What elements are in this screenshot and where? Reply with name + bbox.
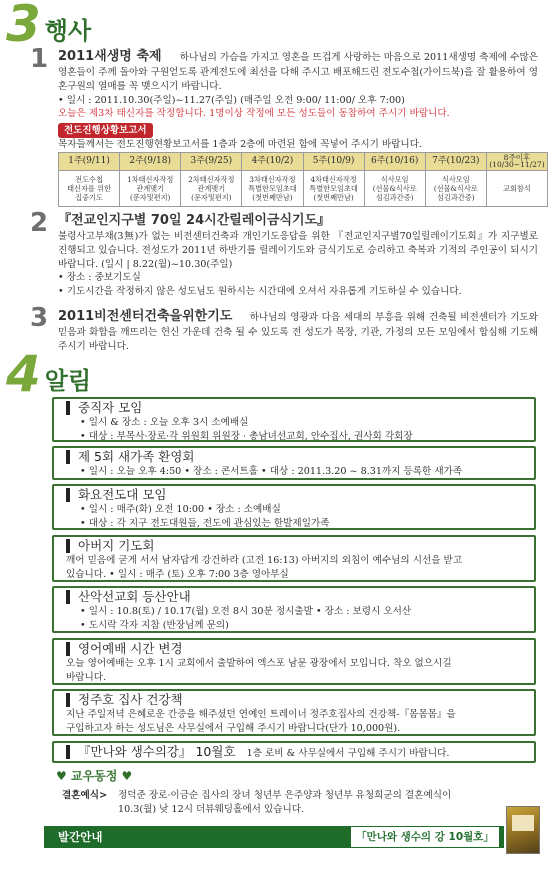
progress-week-header: 7주(10/23) (425, 152, 486, 170)
notice-line: 1층 로비 & 사무실에서 구입해 주시기 바랍니다. (246, 748, 450, 759)
notice-title: 산악선교회 등산안내 (66, 590, 526, 604)
notice-box-health-book (52, 689, 536, 736)
progress-week-task: 4차태신자작정 특별한모임초대 (첫번째만남) (303, 170, 364, 206)
wedding-text (118, 789, 518, 816)
notice-line: • 도시락 각자 지참 (반장님께 문의) (80, 619, 229, 631)
event-3 (58, 308, 538, 354)
progress-week-header: 2주(9/18) (120, 152, 181, 170)
section-events-title: 행사 (44, 17, 92, 45)
notice-title: 『만나와 생수의강』 10월호 (66, 745, 236, 759)
progress-table (58, 152, 548, 207)
notice-line: 있습니다. • 일시 : 매주 (토) 오후 7:00 3층 영아부실 (66, 568, 289, 580)
notice-title: 아버지 기도회 (66, 539, 526, 553)
progress-week-header: 3주(9/25) (181, 152, 242, 170)
footer-label: 발간안내 (58, 830, 103, 844)
notice-box-newcomers (52, 446, 536, 480)
notice-line: • 일시 & 장소 : 오늘 오후 3시 소예배실 (80, 417, 249, 428)
event-2-body: 불령사고부채(3無)가 없는 비전센터건축과 개인기도응답을 위한 『전교인지구별70일릴레이기도회』가 지구별로 진행되고 있습니다. 전성도가 2011년 하반기를 릴레이기도와 금식기도로 승리하고 축복과 기적의 주인공이 되시기 바랍니다. (일시 | 8.22(월)~10.30(주일) (58, 231, 538, 270)
event-1-body: 하나님의 가슴을 가지고 영혼을 뜨겁게 사랑하는 마음으로 2011새생명 축제에 수많은 영혼들이 주께 돌아와 구원얻도록 관계전도에 최선을 다해 주시고 배포해드린 전도수첩(가이드북)을 잘 활용하여 영혼구원의 열매를 꼭 맺으시기 바랍니다. (58, 52, 538, 93)
event-1-title: 2011새생명 축제 (58, 49, 162, 64)
notice-box-english-service (52, 638, 536, 685)
progress-week-task: 2차태신자작정 관계맺기 (문자및편지) (181, 170, 242, 206)
notice-line: • 대상 : 각 지구 전도대원들, 전도에 관심있는 한발제일가족 (80, 517, 330, 529)
notice-box-elders (52, 397, 536, 442)
event-1-notice: 오늘은 제3차 태신자를 작정합니다. 1명이상 작정에 모든 성도들이 동참하여 주시기 바랍니다. (58, 108, 450, 120)
progress-week-task: 1차태신자작정 관계맺기 (문자및편지) (120, 170, 181, 206)
notice-title: 화요전도대 모임 (66, 488, 526, 502)
progress-week-header: 5주(10/9) (303, 152, 364, 170)
progress-week-header: 6주(10/16) (364, 152, 425, 170)
progress-intro: 목자들께서는 전도진행현황보고서를 1층과 2층에 마련된 함에 꼭넣어 주시기 바랍니다. (58, 139, 423, 151)
notice-title: 정주호 집사 건강책 (66, 693, 526, 707)
event-1 (58, 48, 545, 207)
notice-box-hiking (52, 586, 536, 633)
progress-week-task: 식사모임 (선물&식사로 섬김과간증) (364, 170, 425, 206)
event-2-extra: • 기도시간을 작정하지 않은 성도님도 원하시는 시간대에 오셔서 자유롭게 기도하실 수 있습니다. (58, 285, 462, 297)
event-1-schedule: • 일시 : 2011.10.30(주일)~11.27(주일) (매주일 오전 9:00/ 11:00/ 오후 7:00) (58, 94, 405, 106)
wedding-line: 10.3(월) 낮 12시 더뷰웨딩홀에서 있습니다. (118, 803, 305, 815)
progress-week-task: 식사모임 (선물&식사로 섬김과간증) (425, 170, 486, 206)
notice-title: 영어예배 시간 변경 (66, 642, 526, 656)
notice-title: 중직자 모임 (66, 401, 526, 415)
wedding-label: 결혼예식> (62, 790, 108, 801)
progress-week-header: 4주(10/2) (242, 152, 303, 170)
event-2-title: 『전교인지구별 70일 24시간릴레이금식기도』 (58, 213, 331, 228)
section-notices-header (6, 345, 92, 403)
progress-week-task: 전도수첩 태신자를 위한 집중기도 (59, 170, 120, 206)
notice-line: • 일시 : 10.8(토) / 10.17(월) 오전 8시 30분 정시출발 • 장소 : 보령시 오서산 (80, 606, 412, 617)
notice-line: 구입하고자 하는 성도님은 사무실에서 구입해 주시기 바랍니다(단가 10,000원). (66, 722, 401, 734)
progress-badge: 전도진행상황보고서 (58, 123, 153, 138)
progress-week-task: 3차태신자작정 특별한모임초대 (첫번째만남) (242, 170, 303, 206)
notice-box-evangelism (52, 484, 536, 530)
notice-line: 바랍니다. (66, 671, 107, 683)
staff-news-heading: ♥ 교우동정 ♥ (56, 769, 133, 783)
progress-week-header: 1주(9/11) (59, 152, 120, 170)
event-2-number: 2 (30, 208, 49, 238)
notice-line: 깨어 믿음에 굳게 서서 남자답게 강건하라 (고전 16:13) 아버지의 외침이 예수님의 시선을 받고 (66, 555, 463, 566)
footer-publication-title: 「만나와 생수의 강 10월호」 (350, 826, 500, 848)
notice-line: 지난 주일저녁 은혜로운 간증을 해주셨던 연예인 트레이너 정주호집사의 건강책-『몸몸몸』을 (66, 709, 456, 720)
event-3-number: 3 (30, 303, 49, 333)
event-2-place: • 장소 : 중보기도실 (58, 272, 141, 284)
event-2 (58, 212, 538, 299)
progress-week-header: 8주이후 (10/30~11/27) (486, 152, 547, 170)
wedding-line: 정덕준 장로·이금순 집사의 장녀 청년부 은주양과 청년부 유청희군의 결혼예식이 (118, 790, 452, 801)
section-events-header (6, 0, 92, 53)
section-events-number: 3 (6, 0, 41, 53)
event-3-body: 하나님의 영광과 다음 세대의 부흥을 위해 건축될 비전센터가 기도와 믿음과 화합을 깨뜨리는 헌신 가운데 건축 될 수 있도록 전 성도가 목장, 기관, 가정의 모든 모임에서 합심해 기도해 주시기 바랍니다. (58, 312, 538, 353)
notice-line: 오늘 영어예배는 오후 1시 교회에서 출발하여 엑스포 남문 광장에서 모입니다. 착오 없으시길 (66, 658, 452, 669)
section-notices-title: 알림 (44, 367, 92, 395)
section-notices-number: 4 (6, 345, 41, 403)
magazine-cover-image (506, 806, 540, 854)
notice-title: 제 5회 새가족 환영회 (66, 450, 526, 464)
event-3-title: 2011비전센터건축을위한기도 (58, 309, 233, 324)
notice-line: • 일시 : 오늘 오후 4:50 • 장소 : 콘서트홀 • 대상 : 2011.3.20 ~ 8.31까지 등록한 새가족 (80, 466, 463, 477)
notice-line: • 대상 : 부목사·장로·각 위원회 위원장 · 총남녀선교회, 안수집사, 권사회 각회장 (80, 430, 413, 442)
progress-week-task: 교회참석 (486, 170, 547, 206)
notice-box-manna (52, 741, 536, 763)
notice-line: • 일시 : 매주(화) 오전 10:00 • 장소 : 소예배실 (80, 504, 281, 515)
event-1-number: 1 (30, 44, 49, 74)
notice-box-fathers (52, 535, 536, 582)
